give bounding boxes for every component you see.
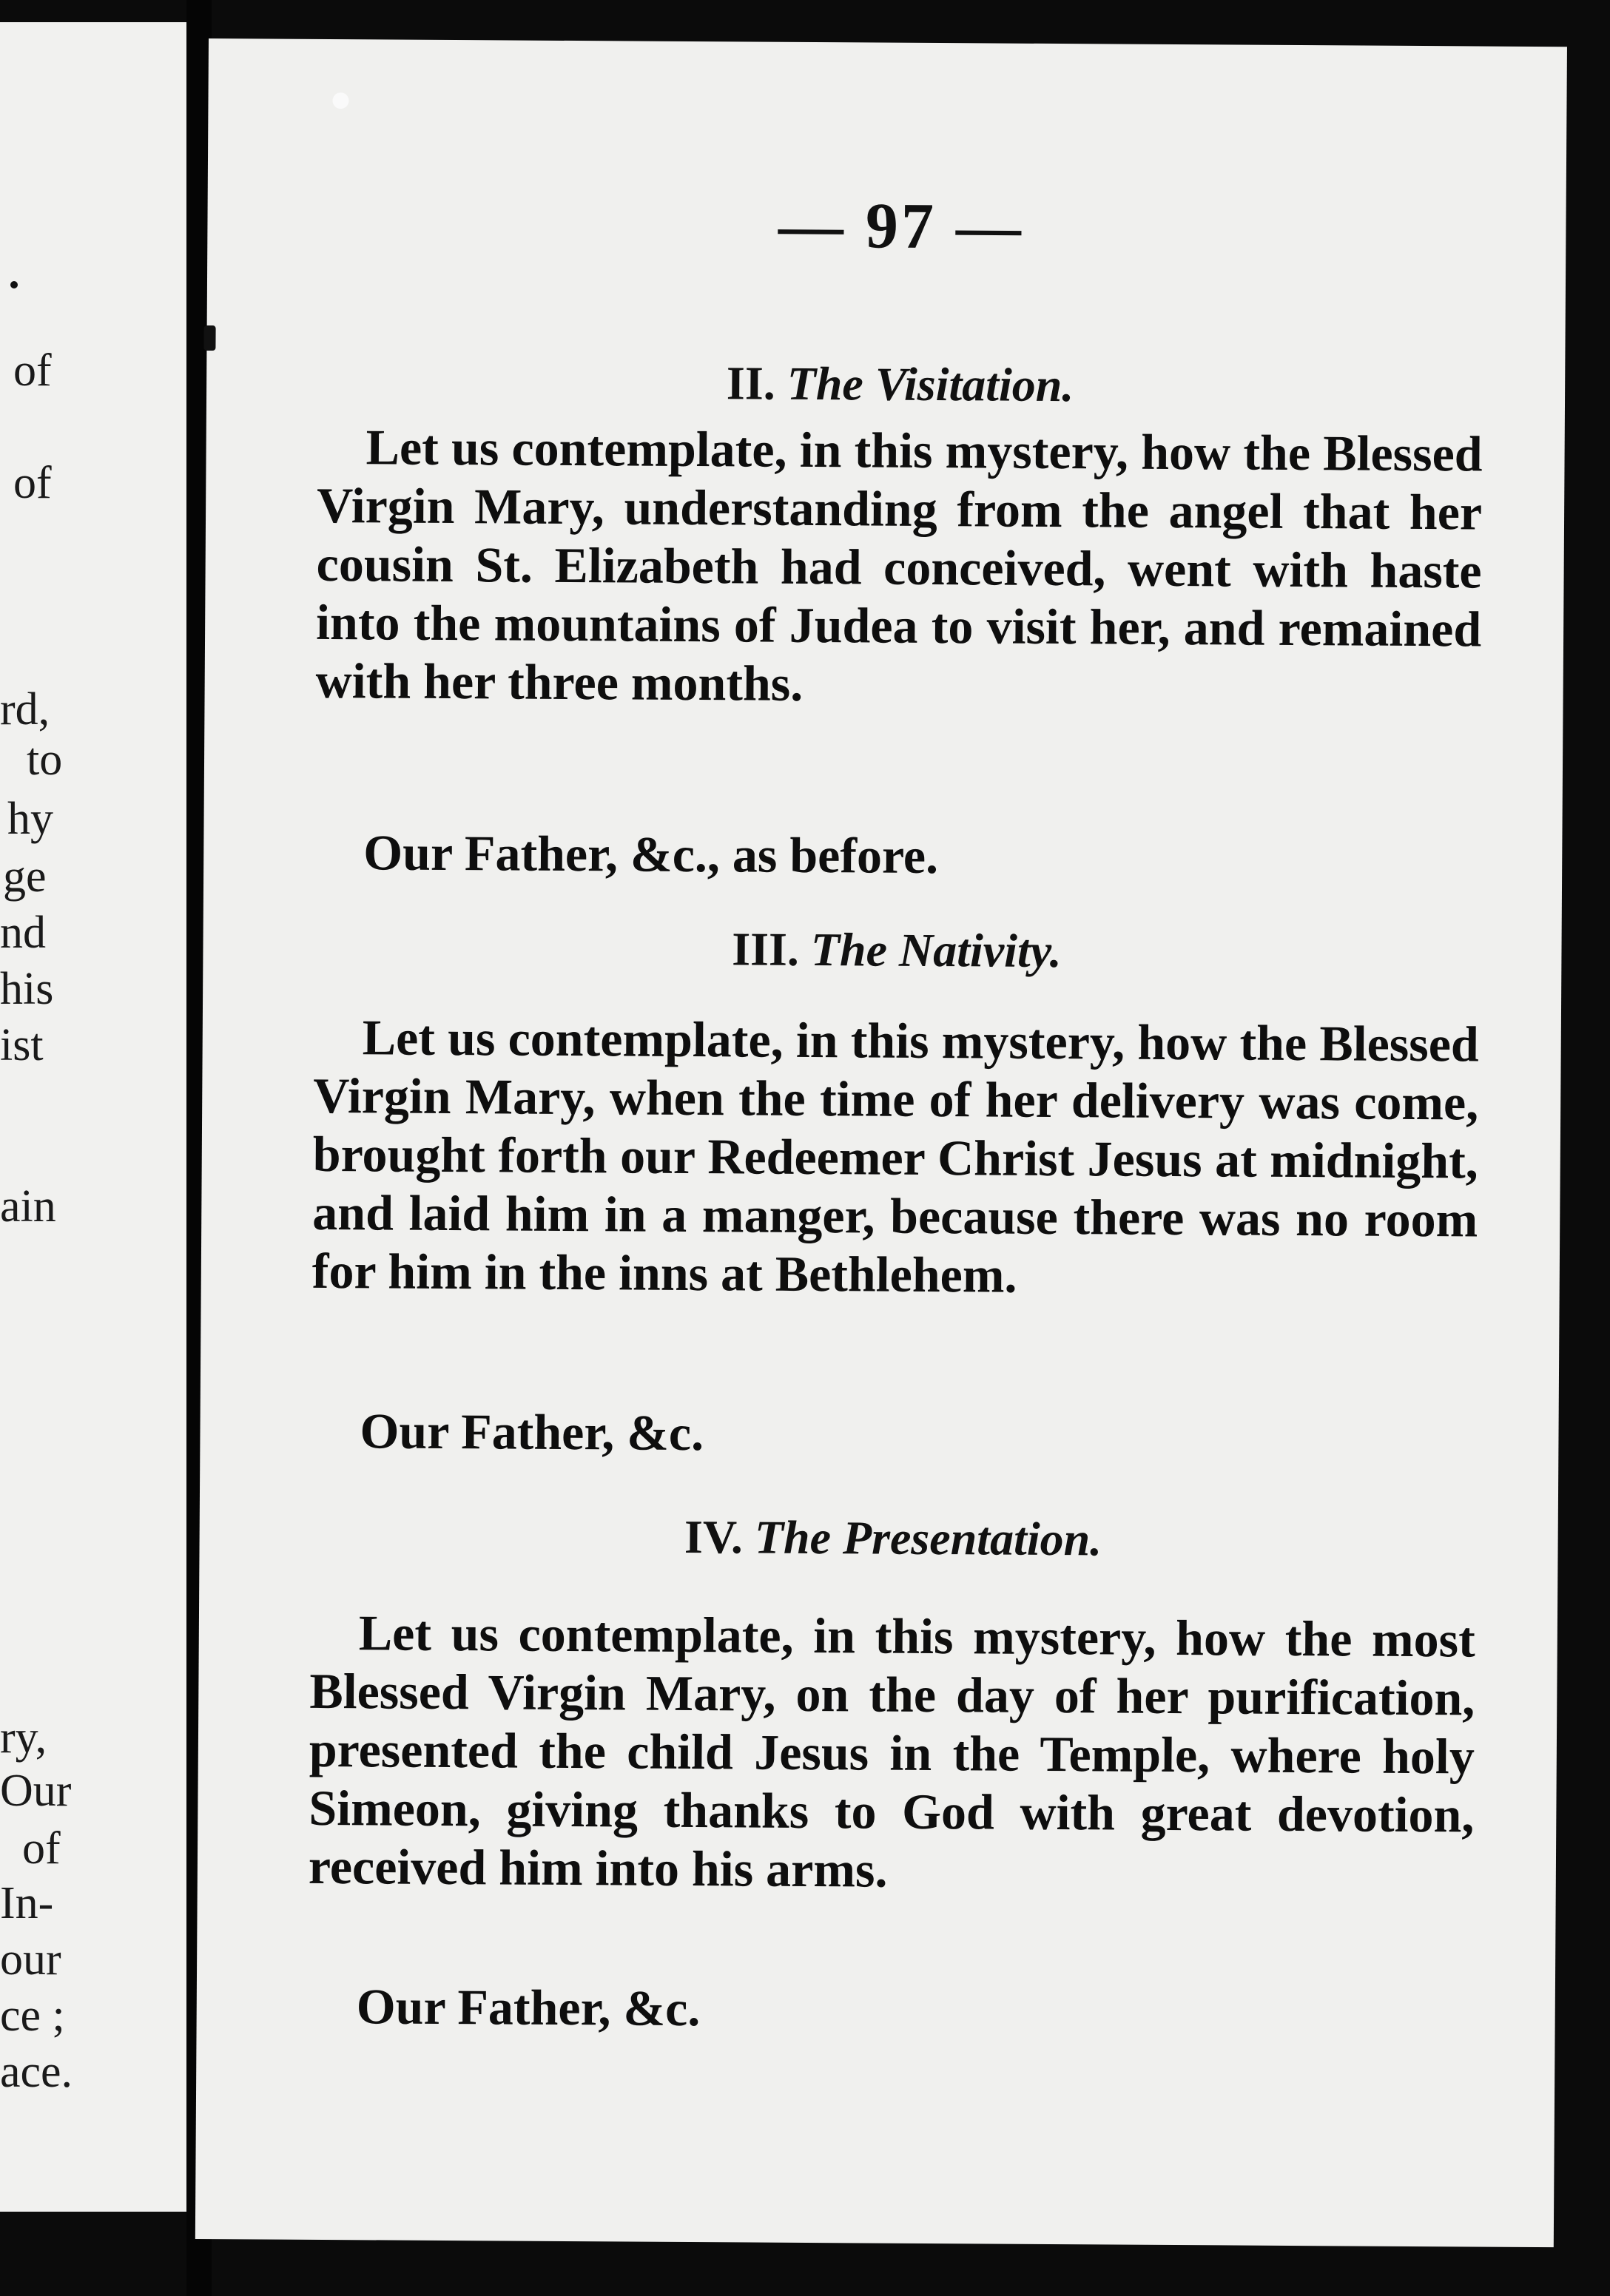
fragment: hy [7,794,53,844]
section-numeral: IV. [684,1510,744,1564]
book-page [195,38,1567,2247]
fragment: nd [0,908,46,958]
section-title: The Presentation. [754,1510,1102,1566]
section-title: The Visitation. [787,357,1074,412]
ink-speck [10,281,18,288]
section-heading [310,1507,1475,1570]
fragment: of [22,1823,61,1874]
section-heading [314,919,1479,982]
section-paragraph: Let us contemplate, in this mystery, how the Blessed Virgin Mary, understanding from the angel that her cousin St. Elizabeth had conceived, went with haste into the mountains of Judea to visit her, and remained with her three months. [315,419,1483,712]
previous-page-strip [0,22,200,2212]
fragment: his [0,964,54,1014]
fragment: ce ; [0,1991,65,2041]
section-paragraph: Let us contemplate, in this mystery, how the most Blessed Virgin Mary, on the day of her purification, presented the child Jesus in the Temple, where holy Simeon, giving thanks to God with great devotion, received him into his arms. [308,1604,1476,1898]
fragment: to [27,735,63,785]
fragment: In- [0,1878,54,1928]
prayer-line: Our Father, &c. [356,1978,701,2037]
fragment: rd, [0,684,50,735]
section-numeral: II. [726,357,775,410]
paper-spot [332,92,348,109]
page-number: — 97 — [778,189,1025,263]
fragment: ist [0,1020,44,1070]
fragment: our [0,1934,61,1985]
fragment: Our [0,1766,72,1816]
prayer-line: Our Father, &c., as before. [363,824,939,885]
fragment: ge [3,851,47,902]
ink-mark [203,325,215,351]
section-paragraph: Let us contemplate, in this mystery, how the Blessed Virgin Mary, when the time of her delivery was come, brought forth our Redeemer Christ Jesus at midnight, and laid him in a manger, because there was no room for him in the inns at Bethlehem. [311,1009,1479,1303]
fragment: ace. [0,2047,73,2097]
fragment: of [13,345,52,396]
section-heading [317,354,1483,416]
fragment: of [13,458,52,508]
prayer-line: Our Father, &c. [360,1402,704,1462]
fragment: ain [0,1181,56,1232]
section-title: The Nativity. [810,922,1062,978]
page-text-block [308,39,1485,2037]
previous-page-text [0,22,198,2212]
section-numeral: III. [731,922,800,976]
fragment: ry, [0,1712,47,1763]
